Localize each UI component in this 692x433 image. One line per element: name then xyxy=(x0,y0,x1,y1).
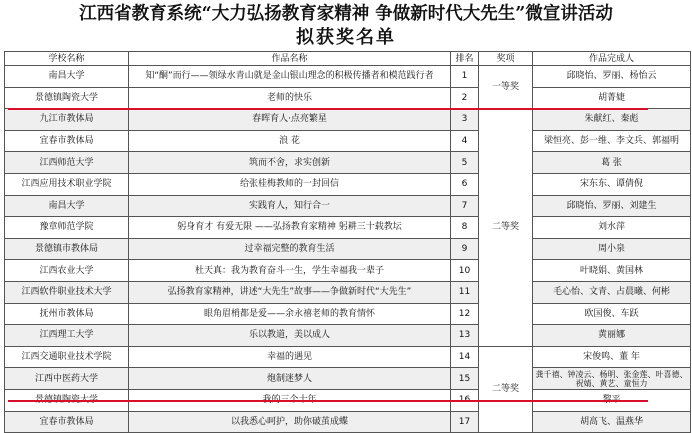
cell-school: 江西中医药大学 xyxy=(5,368,129,390)
cell-rank: 15 xyxy=(451,368,479,390)
cell-work: 春晖育人·点亮繁星 xyxy=(129,109,451,131)
cell-school: 江西软件职业技术大学 xyxy=(5,281,129,303)
table-row xyxy=(5,217,691,239)
cell-school: 南昌大学 xyxy=(5,66,129,88)
table-row xyxy=(5,303,691,325)
cell-work: 浪 花 xyxy=(129,130,451,152)
cell-work: 眼角眉梢都是爱——余永禧老师的教育情怀 xyxy=(129,303,451,325)
cell-work: 杜天真：我为教育奋斗一生，学生幸福我一辈子 xyxy=(129,260,451,282)
table-row xyxy=(5,66,691,88)
cell-school: 景德镇陶瓷大学 xyxy=(5,87,129,109)
cell-rank: 5 xyxy=(451,152,479,174)
cell-school: 抚州市教体局 xyxy=(5,303,129,325)
cell-people: 胡高飞、温燕华 xyxy=(533,411,691,433)
table-row xyxy=(5,87,691,109)
cell-work: 乐以教道，美以成人 xyxy=(129,325,451,347)
table-row xyxy=(5,152,691,174)
cell-work: 躬身育才 有爱无限 ——弘扬教育家精神 躬耕三十载教坛 xyxy=(129,217,451,239)
cell-school: 江西农业大学 xyxy=(5,260,129,282)
cell-people: 龚千禧、钟凌云、杨明、张金莲、叶喜德、祝婧、黄艺、童恒力 xyxy=(533,368,691,390)
header-school: 学校名称 xyxy=(5,52,129,66)
table-row xyxy=(5,368,691,390)
cell-rank: 2 xyxy=(451,87,479,109)
cell-work: 知“酮”而行——领绿水青山就是金山银山理念的积极传播者和模范践行者 xyxy=(129,66,451,88)
cell-rank: 4 xyxy=(451,130,479,152)
cell-people: 邱晓怡、罗丽、刘建生 xyxy=(533,195,691,217)
table-row xyxy=(5,260,691,282)
table-row xyxy=(5,130,691,152)
table-row xyxy=(5,173,691,195)
header-rank: 排名 xyxy=(451,52,479,66)
table-row xyxy=(5,281,691,303)
cell-work: 给张桂梅教师的一封回信 xyxy=(129,173,451,195)
table-row xyxy=(5,195,691,217)
cell-people: 黄丽娜 xyxy=(533,325,691,347)
cell-work: 幸福的遇见 xyxy=(129,346,451,368)
cell-rank: 14 xyxy=(451,346,479,368)
cell-work: 老师的快乐 xyxy=(129,87,451,109)
page-subtitle: 拟获奖名单 xyxy=(296,27,396,48)
cell-work: 实践育人，知行合一 xyxy=(129,195,451,217)
cell-work: 筑而不舍，求实创新 xyxy=(129,152,451,174)
cell-rank: 11 xyxy=(451,281,479,303)
cell-people: 欧国俊、车跃 xyxy=(533,303,691,325)
header-people: 作品完成人 xyxy=(533,52,691,66)
cell-work: 以我悉心呵护，助你破茧成蝶 xyxy=(129,411,451,433)
page-title: 江西省教育系统“大力弘扬教育家精神 争做新时代大先生”微宣讲活动 xyxy=(79,4,613,24)
cell-rank: 7 xyxy=(451,195,479,217)
table-row xyxy=(5,238,691,260)
cell-rank: 10 xyxy=(451,260,479,282)
cell-people: 梁恒亮、彭一维、李文兵、郭福明 xyxy=(533,130,691,152)
award-second: 二等奖 xyxy=(479,109,533,347)
cell-rank: 1 xyxy=(451,66,479,88)
cell-school: 九江市教体局 xyxy=(5,109,129,131)
cell-rank: 17 xyxy=(451,411,479,433)
cell-school: 江西应用技术职业学院 xyxy=(5,173,129,195)
cell-people: 葛 张 xyxy=(533,152,691,174)
cell-school: 宜春市教体局 xyxy=(5,130,129,152)
header-work: 作品名称 xyxy=(129,52,451,66)
cell-people: 刘水萍 xyxy=(533,217,691,239)
cell-work: 弘扬教育家精神，讲述“大先生”故事——争做新时代“大先生” xyxy=(129,281,451,303)
cell-people: 胡菁婕 xyxy=(533,87,691,109)
cell-work: 炮制迷梦人 xyxy=(129,368,451,390)
cell-people: 毛心怡、文青、占晨曦、何彬 xyxy=(533,281,691,303)
table-row xyxy=(5,346,691,368)
cell-school: 景德镇市教体局 xyxy=(5,238,129,260)
award-third: 二等奖 xyxy=(479,346,533,432)
cell-school: 江西师范大学 xyxy=(5,152,129,174)
cell-people: 叶晓娟、黄国林 xyxy=(533,260,691,282)
table-row xyxy=(5,325,691,347)
cell-school: 宜春市教体局 xyxy=(5,411,129,433)
table-row xyxy=(5,109,691,131)
cell-rank: 6 xyxy=(451,173,479,195)
highlight-underline-row-2 xyxy=(8,108,648,110)
cell-school: 豫章师范学院 xyxy=(5,217,129,239)
cell-rank: 9 xyxy=(451,238,479,260)
cell-people: 邱晓怡、罗丽、杨怡云 xyxy=(533,66,691,88)
cell-work: 过幸福完整的教育生活 xyxy=(129,238,451,260)
cell-rank: 12 xyxy=(451,303,479,325)
cell-rank: 13 xyxy=(451,325,479,347)
award-first: 一等奖 xyxy=(479,66,533,109)
table-header-row xyxy=(5,52,691,66)
highlight-underline-row-16 xyxy=(8,400,648,402)
cell-school: 江西理工大学 xyxy=(5,325,129,347)
cell-school: 江西交通职业技术学院 xyxy=(5,346,129,368)
cell-rank: 3 xyxy=(451,109,479,131)
cell-people: 宋东东、谭倩倪 xyxy=(533,173,691,195)
header-award: 奖项 xyxy=(479,52,533,66)
table-row xyxy=(5,411,691,433)
cell-school: 南昌大学 xyxy=(5,195,129,217)
cell-people: 周小泉 xyxy=(533,238,691,260)
cell-people: 朱献红、秦彪 xyxy=(533,109,691,131)
cell-rank: 8 xyxy=(451,217,479,239)
cell-people: 宋俊鸣、董 年 xyxy=(533,346,691,368)
